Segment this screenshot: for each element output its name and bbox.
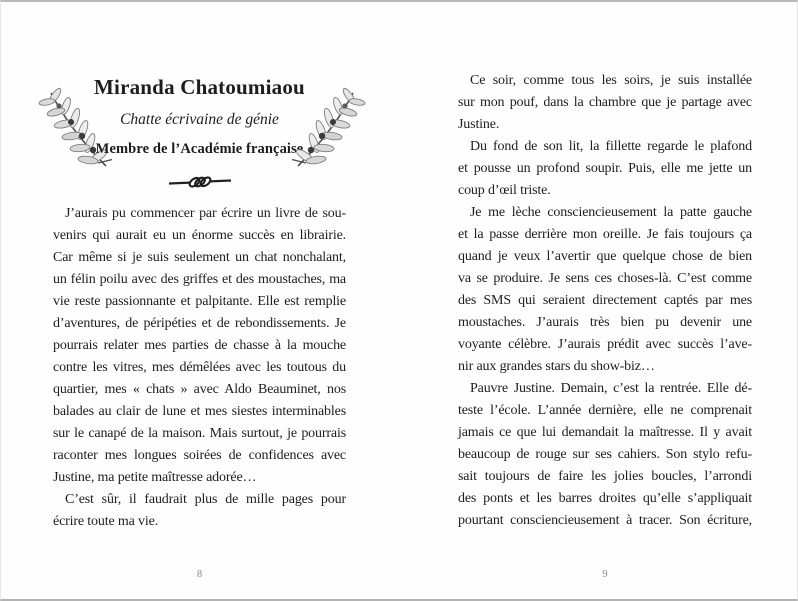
text-line: et la passe derrière mon oreille. Je fais toujours ça bbox=[458, 227, 752, 242]
olive-branch-icon bbox=[292, 86, 366, 172]
text-line: pourtant consciencieusement à tracer. Son écriture, bbox=[458, 513, 752, 528]
text-line: beaucoup de rouge sur ses cahiers. Son stylo refu- bbox=[458, 447, 752, 462]
text-line: sur mon pouf, dans la chambre que je partage avec bbox=[458, 95, 752, 110]
text-line: voyante célèbre. J’aurais prédit avec succès l’ave- bbox=[458, 337, 752, 352]
text-line: des ponts et les barres droites qu’elle s’appliquait bbox=[458, 491, 752, 506]
rope-divider-icon bbox=[168, 174, 232, 190]
left-page-text bbox=[53, 203, 346, 533]
text-line: C’est sûr, il faudrait plus de mille pages pour bbox=[65, 492, 346, 507]
right-page-text bbox=[458, 70, 752, 532]
text-line: Du fond de son lit, la fillette regarde le plafond bbox=[470, 139, 752, 154]
author-affiliation: Membre de l’Académie française bbox=[95, 141, 304, 157]
author-subtitle: Chatte écrivaine de génie bbox=[120, 111, 279, 128]
text-line: balades au clair de lune et mes siestes interminables bbox=[53, 404, 346, 419]
text-line: Pauvre Justine. Demain, c’est la rentrée. Elle dé- bbox=[470, 381, 752, 396]
text-line: vie reste passionnante et palpitante. Elle est remplie bbox=[53, 294, 346, 309]
text-line: nir aux grandes stars du show-biz… bbox=[458, 359, 655, 374]
text-line: Car même si je suis seulement un chat nonchalant, bbox=[53, 250, 346, 265]
text-line: sur le canapé de la maison. Mais surtout, je pourrais bbox=[53, 426, 346, 441]
text-line: teste l’école. L’année dernière, elle ne comprenait bbox=[458, 403, 752, 418]
left-page bbox=[53, 2, 346, 601]
text-line: un félin poilu avec des griffes et des moustaches, ma bbox=[53, 272, 346, 287]
text-line: Je me lèche consciencieusement la patte gauche bbox=[470, 205, 752, 220]
text-line: Justine, ma petite maîtresse adorée… bbox=[53, 470, 257, 485]
text-line: va se produire. Je sens ces choses-là. C’est comme bbox=[458, 271, 752, 286]
page-number-right: 9 bbox=[602, 569, 608, 580]
text-line: venirs qui aurait eu un énorme succès en librairie. bbox=[53, 228, 346, 243]
text-line: Justine. bbox=[458, 117, 500, 132]
text-line: raconter mes longues soirées de confidences avec bbox=[53, 448, 346, 463]
text-line: quand je veux l’avertir que quelque chose de bien bbox=[458, 249, 752, 264]
text-line: écrire toute ma vie. bbox=[53, 514, 159, 529]
text-line: quartier, mes « chats » avec Aldo Beauminet, nos bbox=[53, 382, 346, 397]
text-line: et pousse un profond soupir. Puis, elle me jette un bbox=[458, 161, 752, 176]
text-line: moustaches. J’aurais très bien pu devenir une bbox=[458, 315, 752, 330]
right-page bbox=[458, 2, 752, 601]
text-line: coup d’œil triste. bbox=[458, 183, 551, 198]
text-line: sait toujours de faire les jolies boucles, l’arrondi bbox=[458, 469, 752, 484]
author-name: Miranda Chatoumiaou bbox=[94, 75, 305, 99]
page-number-left: 8 bbox=[196, 569, 203, 580]
text-line: d’aventures, de péripéties et de rebondissements. Je bbox=[53, 316, 346, 331]
text-line: Ce soir, comme tous les soirs, je suis installée bbox=[470, 73, 752, 88]
text-line: des SMS qui seraient directement captés par mes bbox=[458, 293, 752, 308]
text-line: pourrais relater mes parties de chasse à la mouche bbox=[53, 338, 346, 353]
text-line: J’aurais pu commencer par écrire un livre de sou- bbox=[65, 206, 346, 221]
text-line: contre les vitres, mes démêlées avec les toutous du bbox=[53, 360, 346, 375]
text-line: jamais ce que lui demandait la maîtresse. Il y avait bbox=[458, 425, 752, 440]
